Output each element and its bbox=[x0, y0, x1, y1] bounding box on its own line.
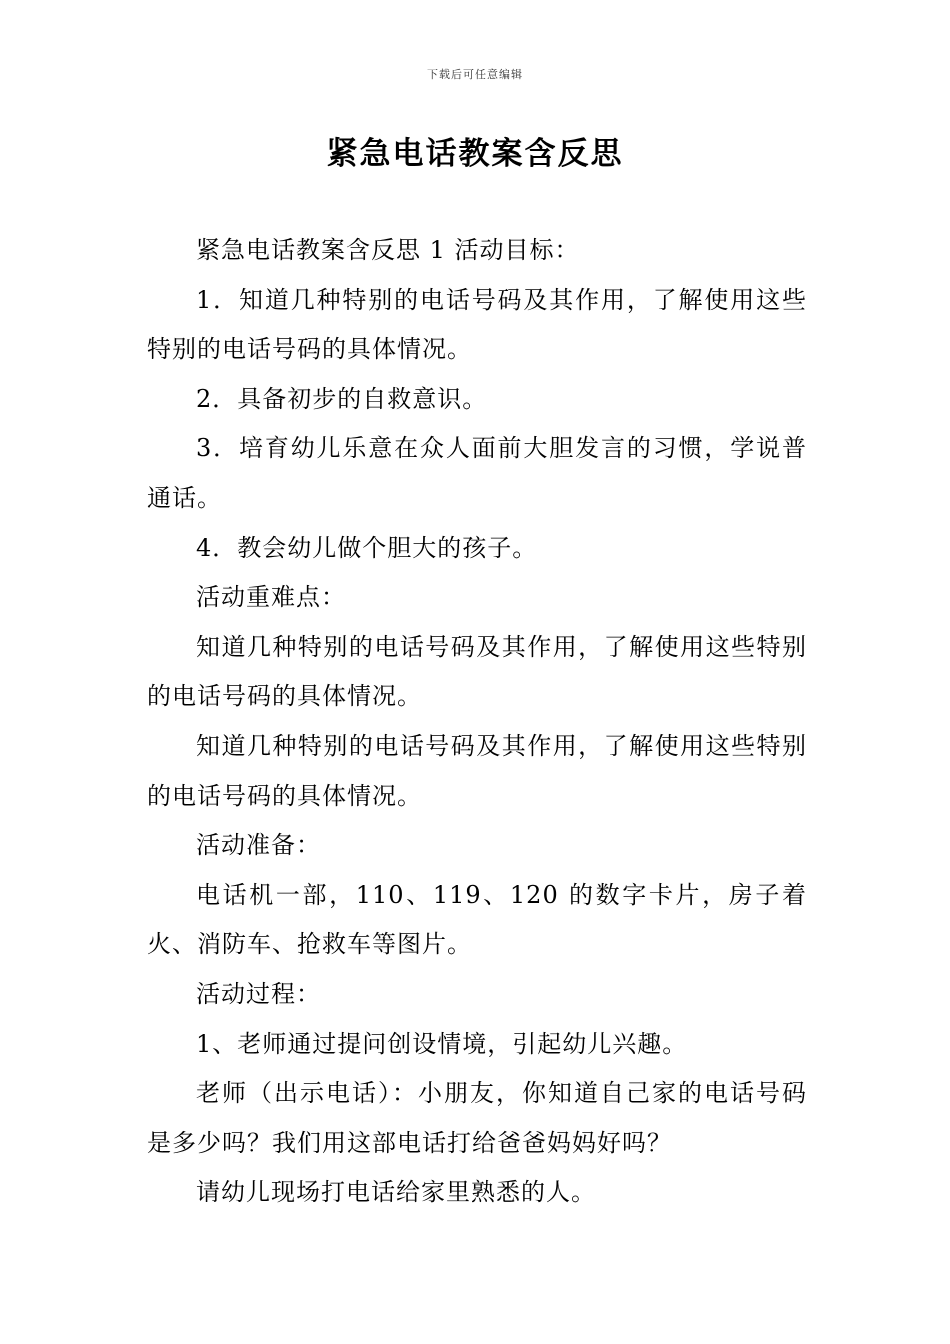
paragraph-10: 电话机一部，110、119、120 的数字卡片，房子着火、消防车、抢救车等图片。 bbox=[147, 880, 807, 959]
paragraph-7: 知道几种特别的电话号码及其作用，了解使用这些特别的电话号码的具体情况。 bbox=[147, 632, 807, 711]
paragraph-11: 活动过程： bbox=[196, 979, 321, 1008]
paragraph-5: 4．教会幼儿做个胆大的孩子。 bbox=[196, 533, 538, 562]
paragraph-6: 活动重难点： bbox=[196, 583, 346, 612]
paragraph-12: 1、老师通过提问创设情境，引起幼儿兴趣。 bbox=[196, 1029, 688, 1058]
paragraph-2: 1．知道几种特别的电话号码及其作用，了解使用这些特别的电话号码的具体情况。 bbox=[147, 285, 807, 364]
paragraph-13: 老师（出示电话）：小朋友，你知道自己家的电话号码是多少吗？我们用这部电话打给爸爸妈妈好吗？ bbox=[147, 1079, 807, 1157]
document-title: 紧急电话教案含反思 bbox=[326, 136, 624, 172]
paragraph-1: 紧急电话教案含反思 1 活动目标： bbox=[196, 236, 580, 264]
header-note: 下载后可任意编辑 bbox=[427, 68, 523, 81]
paragraph-8: 知道几种特别的电话号码及其作用，了解使用这些特别的电话号码的具体情况。 bbox=[147, 731, 807, 810]
paragraph-4: 3．培育幼儿乐意在众人面前大胆发言的习惯，学说普通话。 bbox=[147, 434, 807, 512]
paragraph-9: 活动准备： bbox=[196, 831, 321, 860]
paragraph-3: 2．具备初步的自救意识。 bbox=[196, 384, 488, 413]
document-body bbox=[147, 226, 807, 1218]
paragraph-14: 请幼儿现场打电话给家里熟悉的人。 bbox=[196, 1178, 596, 1207]
